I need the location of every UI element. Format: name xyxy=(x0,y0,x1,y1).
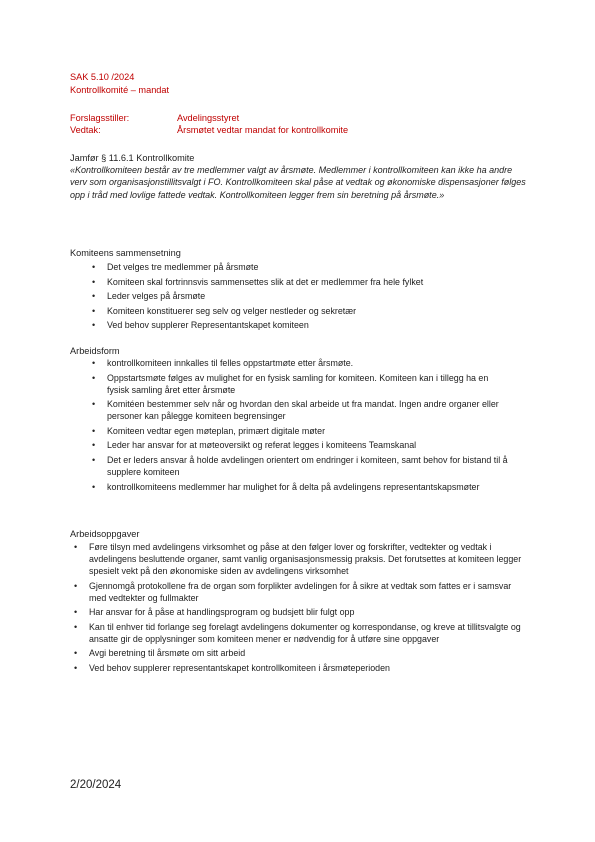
list-item: • Leder velges på årsmøte xyxy=(92,290,532,302)
proposer-label: Forslagsstiller: xyxy=(70,113,130,123)
list-item: • Føre tilsyn med avdelingens virksomhet og påse at den følger lover og forskrifter, vedtekter og vedtak i avdelingens besluttende organer, samt vanlig organisasjonsmessig praksis. Det forutsettes at komiteen legger spesielt vekt på den økonomiske siden av avdelingens virksomhet xyxy=(74,541,524,577)
tasks-list xyxy=(74,541,524,677)
list-item: • Komiteen konstituerer seg selv og velger nestleder og sekretær xyxy=(92,305,532,317)
footer-date: 2/20/2024 xyxy=(70,779,122,791)
list-item: • Kan til enhver tid forlange seg forelagt avdelingens dokumenter og korrespondanse, og kreve at tillitsvalgte og ansatte gir de opplysninger som komiteen mener er nødvendig for å utføre sine oppgaver xyxy=(74,621,524,645)
list-item: • Komiteen skal fortrinnsvis sammensettes slik at det er medlemmer fra hele fylket xyxy=(92,276,532,288)
list-item: • Det er leders ansvar å holde avdelingen orientert om endringer i komiteen, samt behov for bistand til å supplere komiteen xyxy=(92,454,512,478)
list-item: • Komitéen bestemmer selv når og hvordan den skal arbeide ut fra mandat. Ingen andre organer eller personer kan pålegge komiteen begrensinger xyxy=(92,398,512,422)
composition-list xyxy=(92,261,532,334)
section-title-working-method: Arbeidsform xyxy=(70,346,120,356)
list-item: • kontrollkomiteen innkalles til felles oppstartmøte etter årsmøte. xyxy=(92,357,512,369)
working-method-list xyxy=(92,357,512,495)
decision-label: Vedtak: xyxy=(70,125,101,135)
list-item: • Ved behov supplerer Representantskapet komiteen xyxy=(92,319,532,331)
list-item: • Gjennomgå protokollene fra de organ som forplikter avdelingen for å sikre at vedtak som fattes er i samsvar med vedtekter og fullmakter xyxy=(74,580,524,604)
list-item: • Har ansvar for å påse at handlingsprogram og budsjett blir fulgt opp xyxy=(74,606,524,618)
list-item: • Oppstartsmøte følges av mulighet for en fysisk samling for komiteen. Komiteen kan i tillegg ha en fysisk samling året etter årsmøte xyxy=(92,372,512,396)
list-item: • Ved behov supplerer representantskapet kontrollkomiteen i årsmøteperioden xyxy=(74,662,524,674)
list-item: • Leder har ansvar for at møteoversikt og referat legges i komiteens Teamskanal xyxy=(92,439,512,451)
decision-value: Årsmøtet vedtar mandat for kontrollkomite xyxy=(177,125,349,135)
section-title-tasks: Arbeidsoppgaver xyxy=(70,529,140,539)
list-item: • Komiteen vedtar egen møteplan, primært digitale møter xyxy=(92,425,512,437)
list-item: • kontrollkomiteens medlemmer har mulighet for å delta på avdelingens representantskapsmøter xyxy=(92,481,512,493)
case-number: SAK 5.10 /2024 xyxy=(70,72,135,82)
reference-heading: Jamfør § 11.6.1 Kontrollkomite xyxy=(70,153,195,163)
list-item: • Det velges tre medlemmer på årsmøte xyxy=(92,261,532,273)
proposer-value: Avdelingsstyret xyxy=(177,113,240,123)
section-title-composition: Komiteens sammensetning xyxy=(70,248,181,258)
reference-quote: «Kontrollkomiteen består av tre medlemmer valgt av årsmøte. Medlemmer i kontrollkomiteen kan ikke ha andre verv som organisasjonstillitsvalgt i FO. Kontrollkomiteen skal påse at vedtak og økonomiske dispensasjoner følges opp i tråd med lovlige fattede vedtak. Kontrollkomiteen legger frem sin beretning på årsmøte.» xyxy=(70,165,526,200)
list-item: • Avgi beretning til årsmøte om sitt arbeid xyxy=(74,647,524,659)
document-title: Kontrollkomité – mandat xyxy=(70,85,170,95)
